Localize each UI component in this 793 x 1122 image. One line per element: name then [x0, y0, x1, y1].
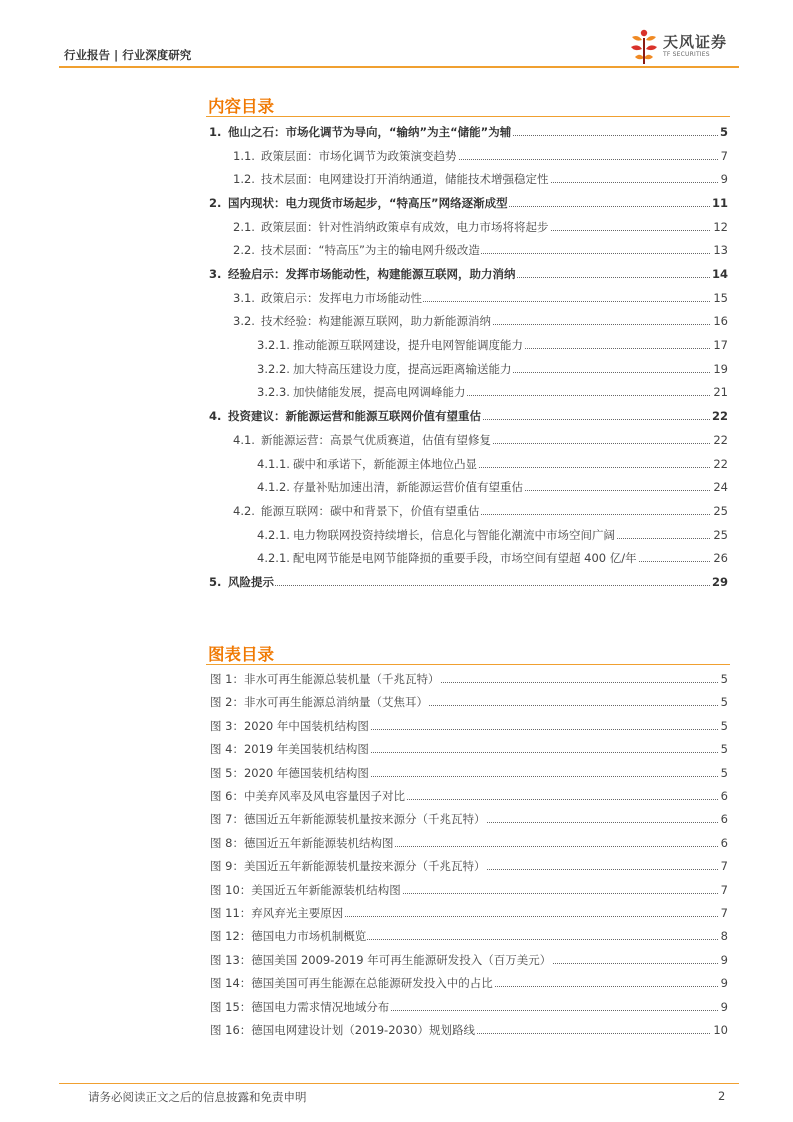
- toc-entry-number: 2.: [209, 196, 222, 211]
- toc-entry-number: 4.2.1.: [257, 551, 290, 566]
- toc-entry-page: 5: [719, 125, 728, 139]
- toc-entry-page: 14: [711, 267, 728, 282]
- figure-entry-page: 9: [720, 999, 728, 1014]
- figures-title-rule: [206, 664, 730, 665]
- toc-entry-number: 2.1.: [233, 219, 255, 234]
- toc-entry-page: 12: [713, 219, 728, 234]
- figure-entry-text: 图 8：德国近五年新能源装机结构图: [210, 835, 394, 850]
- footer-rule: [59, 1083, 739, 1084]
- toc-entry[interactable]: [0, 550, 793, 566]
- toc-entry-page: 11: [711, 196, 728, 211]
- toc-entry-text: 技术层面：“特高压”为主的输电网升级改造: [261, 243, 480, 258]
- toc-entry-text: 新能源运营：高景气优质赛道，估值有望修复: [261, 432, 491, 447]
- page-header: [59, 28, 739, 68]
- footer-disclaimer: 请务必阅读正文之后的信息披露和免责申明: [88, 1090, 307, 1104]
- figure-entry[interactable]: [0, 835, 793, 851]
- figure-entry-page: 10: [713, 1023, 728, 1037]
- figure-entry-page: 6: [720, 789, 728, 803]
- figure-entry[interactable]: [0, 694, 793, 710]
- toc-entry[interactable]: [0, 124, 793, 140]
- toc-entry-number: 4.2.: [233, 503, 255, 518]
- toc-entry[interactable]: [0, 195, 793, 211]
- logo-chinese-name: 天风证券: [663, 33, 728, 51]
- figure-entry-text: 图 1：非水可再生能源总装机量（千兆瓦特）: [210, 672, 440, 686]
- toc-entry-text: 国内现状：电力现货市场起步，“特高压”网络逐渐成型: [228, 196, 508, 211]
- toc-entry-number: 3.1.: [233, 290, 255, 305]
- toc-entry-text: 能源互联网：碳中和背景下，价值有望重估: [261, 503, 480, 518]
- toc-title: 内容目录: [208, 97, 274, 116]
- toc-entry[interactable]: [0, 432, 793, 448]
- figure-entry[interactable]: [0, 858, 793, 874]
- figure-entry-text: 图 10：美国近五年新能源装机结构图: [210, 882, 401, 897]
- figure-entry-text: 图 13：德国美国 2009-2019 年可再生能源研发投入（百万美元）: [210, 952, 552, 967]
- toc-entry[interactable]: [0, 503, 793, 519]
- figure-entry[interactable]: [0, 671, 793, 687]
- toc-entry-text: 政策启示：发挥电力市场能动性: [261, 290, 422, 305]
- figure-entry-page: 5: [720, 765, 728, 780]
- toc-entry[interactable]: [0, 456, 793, 472]
- company-logo: [629, 28, 739, 66]
- toc-entry[interactable]: [0, 479, 793, 495]
- toc-entry[interactable]: [0, 171, 793, 187]
- figure-entry-page: 7: [720, 882, 728, 897]
- toc-entry-page: 22: [711, 409, 728, 424]
- figure-entry[interactable]: [0, 952, 793, 968]
- figure-entry-text: 图 2：非水可再生能源总消纳量（艾焦耳）: [210, 695, 428, 710]
- page-number: 2: [718, 1089, 726, 1103]
- toc-entry[interactable]: [0, 242, 793, 258]
- logo-english-name: TF SECURITIES: [663, 51, 710, 58]
- toc-entry-page: 22: [713, 432, 728, 447]
- toc-entry-text: 加快储能发展，提高电网调峰能力: [293, 385, 466, 400]
- figure-entry-text: 图 6：中美弃风率及风电容量因子对比: [210, 789, 405, 803]
- figure-entry-text: 图 14：德国美国可再生能源在总能源研发投入中的占比: [210, 976, 493, 991]
- toc-entry[interactable]: [0, 574, 793, 590]
- figure-entry[interactable]: [0, 788, 793, 804]
- toc-entry-text: 经验启示：发挥市场能动性，构建能源互联网，助力消纳: [228, 267, 516, 282]
- toc-entry-number: 4.2.1.: [257, 527, 290, 542]
- toc-entry-page: 24: [713, 480, 728, 495]
- toc-entry-text: 配电网节能是电网节能降损的重要手段，市场空间有望超 400 亿/年: [293, 551, 637, 566]
- figure-entry-page: 7: [720, 859, 728, 874]
- figure-entry-text: 图 9：美国近五年新能源装机量按来源分（千兆瓦特）: [210, 859, 486, 874]
- toc-entry[interactable]: [0, 290, 793, 306]
- figure-entry-page: 9: [720, 952, 728, 967]
- toc-entry-page: 19: [713, 361, 728, 376]
- figure-entry-page: 8: [720, 929, 728, 944]
- toc-entry-text: 风险提示: [228, 574, 274, 589]
- toc-entry-text: 加大特高压建设力度，提高远距离输送能力: [293, 361, 512, 376]
- figure-entry-text: 图 15：德国电力需求情况地域分布: [210, 999, 390, 1014]
- toc-entry[interactable]: [0, 148, 793, 164]
- toc-entry[interactable]: [0, 527, 793, 543]
- figure-entry-page: 6: [720, 812, 728, 827]
- toc-entry-page: 15: [713, 290, 728, 305]
- figure-entry[interactable]: [0, 741, 793, 757]
- figure-entry-page: 5: [720, 742, 728, 757]
- figure-entry-page: 9: [720, 976, 728, 991]
- toc-entry-number: 1.2.: [233, 172, 255, 187]
- toc-entry[interactable]: [0, 384, 793, 400]
- toc-entry-text: 政策层面：针对性消纳政策卓有成效，电力市场将将起步: [261, 219, 549, 234]
- toc-entry-number: 2.2.: [233, 243, 255, 258]
- figure-entry-page: 5: [720, 672, 728, 686]
- toc-entry[interactable]: [0, 337, 793, 353]
- figure-entry-text: 图 5：2020 年德国装机结构图: [210, 765, 369, 780]
- toc-entry-number: 3.: [209, 267, 222, 282]
- figure-entry[interactable]: [0, 928, 793, 944]
- toc-entry-number: 3.2.1.: [257, 338, 290, 353]
- header-rule: [59, 66, 739, 68]
- toc-entry-page: 7: [720, 148, 728, 163]
- toc-entry[interactable]: [0, 219, 793, 235]
- figure-entry[interactable]: [0, 882, 793, 898]
- figures-title: 图表目录: [208, 645, 274, 664]
- toc-title-rule: [206, 116, 730, 117]
- figure-entry[interactable]: [0, 811, 793, 827]
- toc-entry-number: 5.: [209, 574, 222, 589]
- toc-entry-text: 技术层面：电网建设打开消纳通道，储能技术增强稳定性: [261, 172, 549, 187]
- toc-entry-page: 22: [713, 456, 728, 471]
- figure-entry-text: 图 7：德国近五年新能源装机量按来源分（千兆瓦特）: [210, 812, 486, 827]
- figure-entry-text: 图 12：德国电力市场机制概览: [210, 929, 367, 944]
- toc-entry-number: 1.1.: [233, 148, 255, 163]
- toc-entry-page: 16: [713, 314, 728, 329]
- figure-entry-page: 7: [720, 906, 728, 920]
- toc-entry-number: 4.1.2.: [257, 480, 290, 495]
- toc-entry-text: 他山之石：市场化调节为导向，“输纳”为主“储能”为辅: [228, 125, 512, 139]
- toc-entry[interactable]: [0, 313, 793, 329]
- toc-entry-page: 25: [713, 527, 728, 542]
- toc-entry-text: 投资建议：新能源运营和能源互联网价值有望重估: [228, 409, 481, 424]
- toc-entry-page: 17: [713, 338, 728, 353]
- toc-entry-number: 4.1.: [233, 432, 255, 447]
- figure-entry[interactable]: [0, 765, 793, 781]
- figure-entry[interactable]: [0, 975, 793, 991]
- figure-entry-text: 图 16：德国电网建设计划（2019-2030）规划路线: [210, 1023, 475, 1037]
- figure-entry[interactable]: [0, 1022, 793, 1038]
- figure-entry-page: 5: [720, 695, 728, 710]
- toc-entry-number: 4.: [209, 409, 222, 424]
- figure-entry-text: 图 11：弃风弃光主要原因: [210, 906, 344, 920]
- toc-entry-text: 存量补贴加速出清，新能源运营价值有望重估: [293, 480, 523, 495]
- figure-entry-text: 图 3：2020 年中国装机结构图: [210, 718, 369, 733]
- toc-entry-number: 3.2.2.: [257, 361, 290, 376]
- toc-entry-page: 29: [711, 574, 728, 589]
- toc-entry-leader: [228, 585, 728, 586]
- toc-entry[interactable]: [0, 361, 793, 377]
- header-category: 行业报告 | 行业深度研究: [64, 48, 192, 62]
- figure-entry-page: 5: [720, 718, 728, 733]
- toc-entry-text: 政策层面：市场化调节为政策演变趋势: [261, 148, 457, 163]
- toc-entry-page: 26: [713, 551, 728, 566]
- toc-entry[interactable]: [0, 266, 793, 282]
- figure-entry[interactable]: [0, 999, 793, 1015]
- toc-entry-number: 3.2.: [233, 314, 255, 329]
- toc-entry-page: 21: [713, 385, 728, 400]
- toc-entry-text: 碳中和承诺下，新能源主体地位凸显: [293, 456, 477, 471]
- toc-entry-number: 3.2.3.: [257, 385, 290, 400]
- toc-entry[interactable]: [0, 408, 793, 424]
- figure-entry[interactable]: [0, 905, 793, 921]
- logo-mark-icon: [629, 28, 659, 66]
- figure-entry-page: 6: [720, 835, 728, 850]
- toc-entry-text: 技术经验：构建能源互联网，助力新能源消纳: [261, 314, 491, 329]
- toc-entry-number: 1.: [209, 125, 222, 139]
- toc-entry-text: 推动能源互联网建设，提升电网智能调度能力: [293, 338, 523, 353]
- toc-entry-page: 25: [713, 503, 728, 518]
- toc-entry-page: 9: [720, 172, 728, 187]
- figure-entry[interactable]: [0, 718, 793, 734]
- figure-entry-text: 图 4：2019 年美国装机结构图: [210, 742, 369, 757]
- toc-entry-page: 13: [713, 243, 728, 258]
- toc-entry-number: 4.1.1.: [257, 456, 290, 471]
- toc-entry-text: 电力物联网投资持续增长，信息化与智能化潮流中市场空间广阔: [293, 527, 615, 542]
